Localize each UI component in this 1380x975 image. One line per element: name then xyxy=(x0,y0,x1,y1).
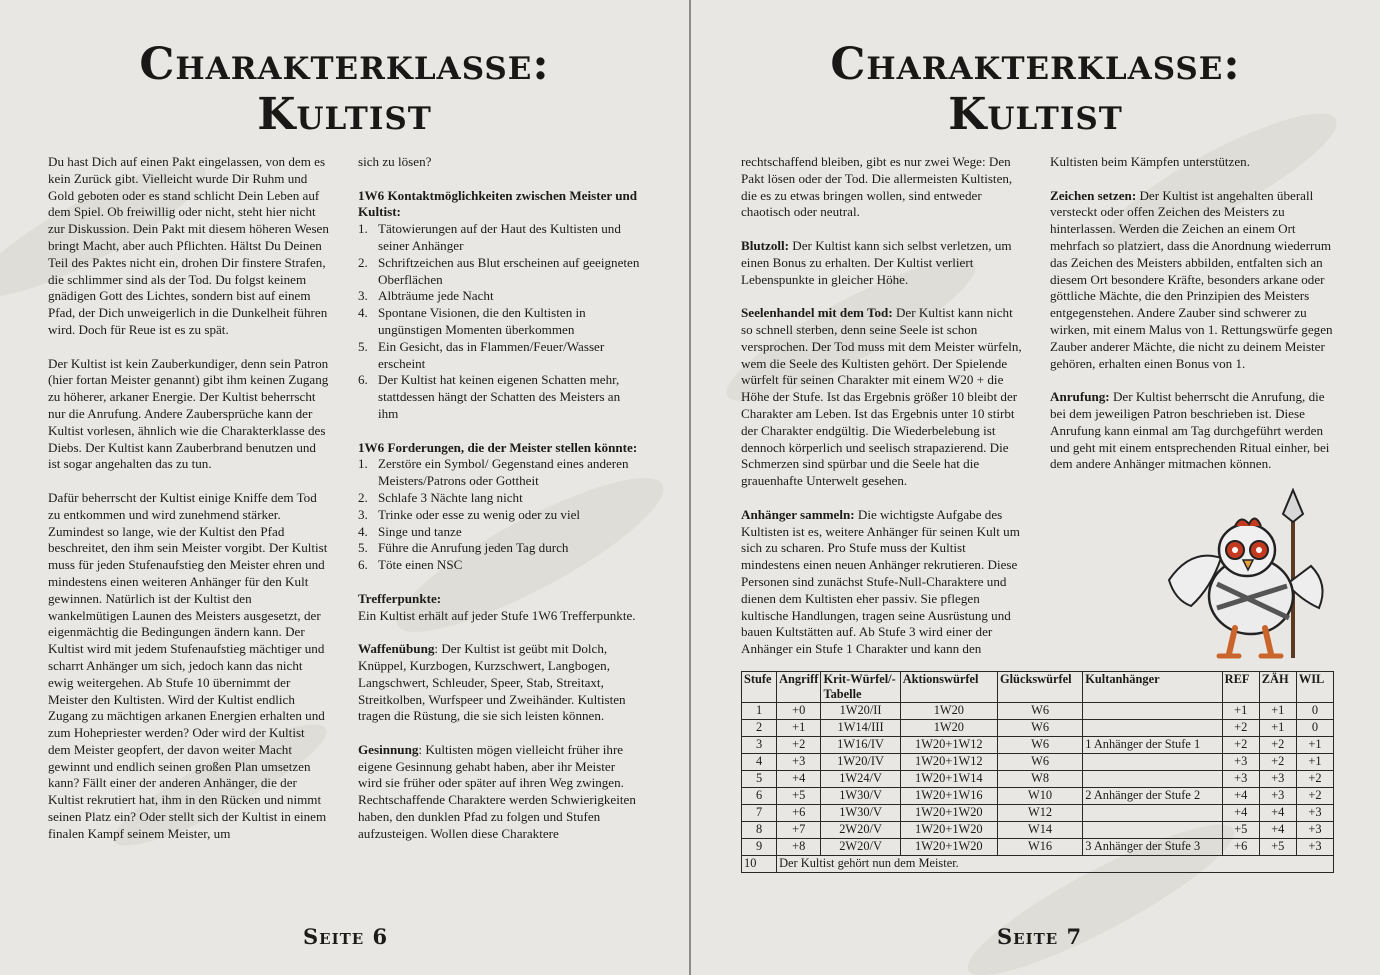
table-row: 6 +5 1W30/V 1W20+1W16 W10 2 Anhänger der Stufe 2 +4 +3 +2 xyxy=(742,788,1334,805)
paragraph: sich zu lösen? xyxy=(358,154,432,169)
page-left xyxy=(0,0,689,975)
paragraph: Dafür beherrscht der Kultist einige Kniffe dem Tod zu entkommen und wird zunehmend stärker. Zumindest so lange, wie der Kultist den Pfad beschreitet, den ihm sein Meister vorgibt. Der Kultist muss für jeden Stufenaufstieg den Meister ehren und mindestens einen weiteren Anhänger für den Kult gewinnen. Natürlich ist der Kultist den wankelmütigen Launen des Meisters ausgesetzt, der eigenmächtig die Bedingungen ändern kann. Der Kultist wird mit jedem Stufenaufstieg mächtiger und scharrt Anhänger um sich, jedoch kann das nicht ewig weitergehen. Ab Stufe 10 übernimmt der Meister den Kultisten. Wird der Kultist endlich Zugang zu mächtigen arkanen Energien erhalten und zum Hohepriester werden? Oder wird der Kultist dem Meister geopfert, der davon weiter Macht gewinnt und endlich seinen großen Plan umsetzen kann? Fällt einer der anderen Anhänger, die der Kultist rekrutiert hat, ihm in den Rücken und nimmt seinen Platz ein? Oder stellt sich der Kultist in einem finalen Kampf seinem Meister, um xyxy=(48,489,328,841)
text-column-1 xyxy=(741,154,1023,658)
paragraph: Der Kultist ist kein Zauberkundiger, denn sein Patron (hier fortan Meister genannt) gibt ihm keinen Zugang zu höherer, arkaner Energie. Der Kultist beherrscht nur die Anrufung. Andere Zaubersprüche kann der Kultist vorlesen, ähnlich wie die Charakterklasse des Diebs. Der Kultist kann Zauberbrand benutzen und ist sogar angehalten das zu tun. xyxy=(48,355,329,472)
column-header: ZÄH xyxy=(1259,672,1296,703)
paragraph: Du hast Dich auf einen Pakt eingelassen, von dem es kein Zurück gibt. Vielleicht wurde Dir Ruhm und Gold geboten oder es stand schlicht Dein Leben auf dem Spiel. Ob freiwillig oder nicht, steht hier nicht zur Diskussion. Dein Pakt mit diesem höheren Wesen bringt Macht, aber auch Pflichten. Hältst Du Deinen Teil des Paktes nicht ein, drohen Dir finstere Strafen, die schlimmer sind als der Tod. Du folgst keinem gnädigen Gott des Lichtes, sondern bist auf einem Pfad, der Dich unweigerlich in die Dunkelheit führen wird. Doch für Reue ist es zu spät. xyxy=(48,154,329,337)
kontakt-heading: 1W6 Kontaktmöglichkeiten zwischen Meister und Kultist: xyxy=(358,187,638,220)
list-item: 2. Schriftzeichen aus Blut erscheinen auf geeigneten Oberflächen xyxy=(358,254,640,287)
table-row-final: 10 Der Kultist gehört nun dem Meister. xyxy=(742,856,1334,873)
seelenhandel-paragraph: Seelenhandel mit dem Tod: Der Kultist kann nicht so schnell sterben, denn seine Seele ist schon versprochen. Der Tod muss mit dem Meister würfeln, wem die Seele des Kultisten gehört. Der Spielende würfelt für seinen Charakter mit einem W20 + die Höhe der Stufe. Ist das Ergebnis größer 10 bleibt der Charakter am Leben. Ist das Ergebnis unter 10 stirbt der Charakter endgültig. Die Wiederbelebung ist dennoch körperlich und seelisch strapazierend. Die Schmerzen sind spürbar und die Seele hat die grauenhafte Unterwelt gesehen. xyxy=(741,305,1022,489)
table-row: 1 +0 1W20/II 1W20 W6 +1 +1 0 xyxy=(742,703,1334,720)
waffenuebung-paragraph: Waffenübung: Der Kultist ist geübt mit Dolch, Knüppel, Kurzbogen, Kurzschwert, Langbogen, Langschwert, Schleuder, Speer, Stab, Streitaxt, Streitkolben, Wurfspeer und Zweihänder. Kultisten tragen die Rüstung, die sie sich leisten können. xyxy=(358,641,626,724)
column-header: Glückswürfel xyxy=(997,672,1082,703)
list-item: 1. Tätowierungen auf der Haut des Kultisten und seiner Anhänger xyxy=(358,221,621,253)
list-item: 6. Töte einen NSC xyxy=(358,557,463,573)
title-line-1: Charakterklasse: xyxy=(830,39,1241,90)
table-row: 9 +8 2W20/V 1W20+1W20 W16 3 Anhänger der Stufe 3 +6 +5 +3 xyxy=(742,839,1334,856)
table-header-row xyxy=(742,672,1334,703)
table-row: 3 +2 1W16/IV 1W20+1W12 W6 1 Anhänger der Stufe 1 +2 +2 +1 xyxy=(742,737,1334,754)
gesinnung-paragraph: Gesinnung: Kultisten mögen vielleicht früher ihre eigene Gesinnung gehabt haben, aber ihr Meister wird sie früher oder später auf ihren Weg zwingen. Rechtschaffende Charaktere werden Schwierigkeiten haben, den dunklen Pfad zu folgen und Stufen aufzusteigen. Wollen diese Charaktere xyxy=(358,741,636,841)
table-row: 5 +4 1W24/V 1W20+1W14 W8 +3 +3 +2 xyxy=(742,771,1334,788)
text-column-2 xyxy=(1050,154,1336,473)
anrufung-paragraph: Anrufung: Der Kultist beherrscht die Anrufung, die bei dem jeweiligen Patron beschrieben ist. Diese Anrufung kann einmal am Tag durchgeführt werden und geht mit einem entsprechenden Ritual einher, bei dem andere Anhänger mitmachen können. xyxy=(1050,389,1330,472)
trefferpunkte-heading: Trefferpunkte: xyxy=(358,590,442,606)
blutzoll-paragraph: Blutzoll: Der Kultist kann sich selbst verletzen, um einen Bonus zu erhalten. Der Kultist verliert Lebenspunkte in gleicher Höhe. xyxy=(741,237,1012,287)
title-line-2: Kultist xyxy=(948,89,1123,140)
column-header: Angriff xyxy=(777,672,821,703)
list-item: 5. Ein Gesicht, das in Flammen/Feuer/Wasser erscheint xyxy=(358,338,605,371)
column-header: Stufe xyxy=(742,672,777,703)
table-row: 2 +1 1W14/III 1W20 W6 +2 +1 0 xyxy=(742,720,1334,737)
list-item: 4. Singe und tanze xyxy=(358,523,462,539)
text-column-2 xyxy=(358,154,642,843)
list-item: 1. Zerstöre ein Symbol/ Gegenstand eines anderen Meisters/Patrons oder Gottheit xyxy=(358,456,629,489)
title-line-1: Charakterklasse: xyxy=(139,39,550,90)
level-table xyxy=(741,671,1334,873)
paragraph: rechtschaffend bleiben, gibt es nur zwei Wege: Den Pakt lösen oder der Tod. Die allermeisten Kultisten, die es zu etwas bringen wollen, sind entweder chaotisch oder neutral. xyxy=(741,154,1013,220)
trefferpunkte-text: Ein Kultist erhält auf jeder Stufe 1W6 Trefferpunkte. xyxy=(358,607,636,623)
list-item: 3. Trinke oder esse zu wenig oder zu viel xyxy=(358,506,581,522)
table-row: 4 +3 1W20/IV 1W20+1W12 W6 +3 +2 +1 xyxy=(742,754,1334,771)
column-header: WIL xyxy=(1296,672,1333,703)
list-item: 2. Schlafe 3 Nächte lang nicht xyxy=(358,489,523,505)
column-header: Aktionswürfel xyxy=(900,672,997,703)
table-row: 8 +7 2W20/V 1W20+1W20 W14 +5 +4 +3 xyxy=(742,822,1334,839)
kontakt-list xyxy=(358,221,642,423)
page-number: Seite 7 xyxy=(997,924,1083,949)
forderungen-heading: 1W6 Forderungen, die der Meister stellen könnte: xyxy=(358,439,638,455)
list-item: 3. Albträume jede Nacht xyxy=(358,288,494,304)
list-item: 5. Führe die Anrufung jeden Tag durch xyxy=(358,540,569,556)
zeichen-paragraph: Zeichen setzen: Der Kultist ist angehalten überall versteckt oder offen Zeichen des Meisters zu hinterlassen. Werden die Zeichen an einem Ort mehrfach so platziert, dass die Anordnung wiederrum das Zeichen des Meisters abbilden, entfalten sich an diesem Ort besondere Kräfte, besonders arkane oder göttliche Mächte, die den Prinzipien des Meisters entgegenstehen. Andere Zauber sind schwerer zu wirken, mit einem Malus von 1. Rettungswürfe gegen Zauber anderer Mächte, die nicht zu deinem Meister gehören, erhalten einen Bonus von 1. xyxy=(1050,187,1333,371)
list-item: 4. Spontane Visionen, die den Kultisten in ungünstigen Momenten überkommen xyxy=(358,305,586,337)
column-header: Kultanhänger xyxy=(1083,672,1222,703)
column-header: Krit-Würfel/-Tabelle xyxy=(821,672,900,703)
paragraph: Kultisten beim Kämpfen unterstützen. xyxy=(1050,154,1250,169)
anhaenger-paragraph: Anhänger sammeln: Die wichtigste Aufgabe des Kultisten ist es, weitere Anhänger für seinen Kult um sich zu scharen. Pro Stufe muss der Kultist mindestens einen neuen Anhänger rekrutieren. Diese Personen sind zunächst Stufe-Null-Charaktere und dienen dem Kultisten eher passiv. Sie pflegen kultische Handlungen, tragen seine Ausrüstung und bauen Kultstätten auf. Ab Stufe 3 wird einer der Anhänger ein Stufe 1 Charakter und kann den xyxy=(741,506,1020,657)
title-line-2: Kultist xyxy=(257,89,432,140)
list-item: 6. Der Kultist hat keinen eigenen Schatten mehr, stattdessen hängt der Schatten des Meisters an ihm xyxy=(358,372,621,421)
forderungen-list xyxy=(358,456,642,574)
page-number: Seite 6 xyxy=(303,924,389,949)
table-row: 7 +6 1W30/V 1W20+1W20 W12 +4 +4 +3 xyxy=(742,805,1334,822)
cultist-chicken-illustration xyxy=(1161,488,1331,663)
text-column-1 xyxy=(48,154,330,843)
page-right xyxy=(691,0,1380,975)
column-header: REF xyxy=(1222,672,1259,703)
